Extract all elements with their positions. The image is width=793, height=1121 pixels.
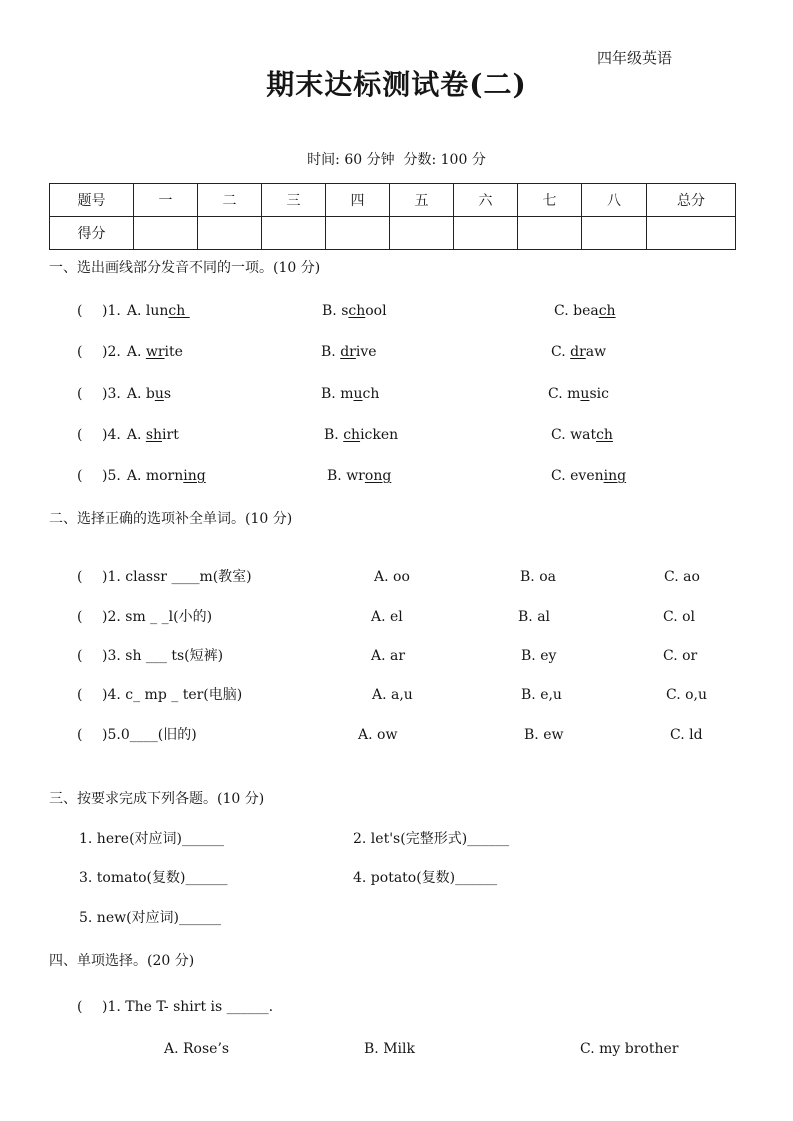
underlined-part: u <box>154 386 164 402</box>
s3-item-3: 3. tomato(复数)______ <box>79 870 228 886</box>
word-prefix: bea <box>573 303 599 319</box>
option-label: B. <box>327 468 347 484</box>
s3-item-4: 4. potato(复数)______ <box>353 870 498 886</box>
word-suffix: ool <box>365 303 387 319</box>
s1-q5-stem <box>102 467 206 485</box>
option-label: A. <box>126 344 146 360</box>
option-a: A. el <box>371 609 403 625</box>
option-c: C. ol <box>663 609 696 625</box>
option-c <box>554 302 616 320</box>
option-label: C. <box>554 303 574 319</box>
score-table-header-row <box>50 184 736 217</box>
s4-q1-stem: )1. The T- shirt is ______. <box>102 999 274 1015</box>
header-cell-part-6: 六 <box>454 184 518 217</box>
section-4-heading: 四、单项选择。(20 分) <box>49 953 195 969</box>
option-b <box>322 302 387 320</box>
header-cell-part-7: 七 <box>518 184 582 217</box>
answer-paren: ( <box>77 999 83 1015</box>
s2-q3-stem: )3. sh ___ ts(短裤) <box>102 648 224 664</box>
section-1-heading: 一、选出画线部分发音不同的一项。(10 分) <box>49 260 321 276</box>
s2-q5-stem: )5.0____(旧的) <box>102 727 197 743</box>
option-a <box>127 427 179 443</box>
word-prefix: even <box>570 468 604 484</box>
word-prefix: b <box>145 386 155 402</box>
score-cell <box>582 217 647 250</box>
option-a: A. a,u <box>372 687 413 703</box>
option-label: C. <box>551 344 571 360</box>
word-prefix: wat <box>570 427 597 443</box>
word-prefix: morn <box>145 468 184 484</box>
underlined-part: u <box>580 386 590 402</box>
question-number: )2. <box>102 344 121 360</box>
underlined-part: ch <box>596 427 613 443</box>
option-b: B. ew <box>524 727 564 743</box>
header-cell-question-number: 题号 <box>50 184 134 217</box>
section-3-heading: 三、按要求完成下列各题。(10 分) <box>49 791 265 807</box>
answer-paren: ( <box>77 427 83 443</box>
s1-q1-stem <box>102 302 190 320</box>
option-b: B. e,u <box>521 687 562 703</box>
underlined-part: ing <box>183 468 206 484</box>
option-label: C. <box>548 386 568 402</box>
word-suffix: ive <box>355 344 377 360</box>
s3-item-1: 1. here(对应词)______ <box>79 831 225 847</box>
underlined-part: ch <box>348 303 366 319</box>
option-a <box>127 344 183 360</box>
s3-item-5: 5. new(对应词)______ <box>79 910 222 926</box>
option-b <box>324 426 398 444</box>
exam-title: 期末达标测试卷(二) <box>266 68 527 101</box>
grade-label: 四年级英语 <box>597 49 673 67</box>
word-suffix: ite <box>164 344 183 360</box>
word-prefix: wr <box>346 468 365 484</box>
time-score-info: 时间: 60 分钟 分数: 100 分 <box>307 152 486 168</box>
underlined-part: wr <box>145 344 165 360</box>
header-cell-part-3: 三 <box>262 184 326 217</box>
word-prefix: m <box>567 386 581 402</box>
header-cell-total: 总分 <box>647 184 736 217</box>
header-cell-part-4: 四 <box>326 184 390 217</box>
underlined-part: sh <box>145 427 163 443</box>
s1-q4-stem <box>102 426 179 444</box>
option-c <box>551 426 613 444</box>
option-b: B. Milk <box>364 1041 415 1057</box>
question-number: )4. <box>102 427 121 443</box>
option-a <box>127 303 190 319</box>
option-a <box>127 468 206 484</box>
word-suffix: ch <box>362 386 380 402</box>
underlined-part: ong <box>364 468 392 484</box>
word-suffix: aw <box>585 344 607 360</box>
option-b <box>321 343 377 361</box>
score-cell <box>326 217 390 250</box>
header-cell-part-2: 二 <box>198 184 262 217</box>
word-suffix: icken <box>360 427 399 443</box>
answer-paren: ( <box>77 468 83 484</box>
s2-q2-stem: )2. sm _ _l(小的) <box>102 609 213 625</box>
option-b: B. oa <box>520 569 556 585</box>
option-b: B. al <box>518 609 551 625</box>
answer-paren: ( <box>77 303 83 319</box>
option-b <box>321 385 379 403</box>
answer-paren: ( <box>77 727 83 743</box>
answer-paren: ( <box>77 344 83 360</box>
option-a: A. Rose’s <box>164 1041 230 1057</box>
s1-q3-stem <box>102 385 171 403</box>
word-suffix: sic <box>589 386 609 402</box>
answer-paren: ( <box>77 569 83 585</box>
option-c <box>551 467 626 485</box>
score-cell <box>134 217 198 250</box>
s2-q1-stem: )1. classr ____m(教室) <box>102 569 252 585</box>
score-cell <box>518 217 582 250</box>
s3-item-2: 2. let's(完整形式)______ <box>353 831 510 847</box>
underlined-part: ch <box>343 427 361 443</box>
word-suffix: irt <box>162 427 179 443</box>
header-cell-part-5: 五 <box>390 184 454 217</box>
word-prefix: m <box>340 386 354 402</box>
option-a: A. ow <box>358 727 398 743</box>
score-cell <box>262 217 326 250</box>
answer-paren: ( <box>77 687 83 703</box>
option-label: C. <box>551 468 571 484</box>
option-c <box>551 343 606 361</box>
option-label: B. <box>321 386 341 402</box>
s1-q2-stem <box>102 343 183 361</box>
question-number: )1. <box>102 303 121 319</box>
question-number: )3. <box>102 386 121 402</box>
option-c <box>548 385 609 403</box>
option-label: B. <box>322 303 342 319</box>
option-c: C. o,u <box>666 687 708 703</box>
option-label: A. <box>126 468 146 484</box>
score-row-label: 得分 <box>50 217 134 250</box>
header-cell-part-8: 八 <box>582 184 647 217</box>
underlined-part: ing <box>603 468 627 484</box>
underlined-part: u <box>353 386 363 402</box>
option-label: B. <box>321 344 341 360</box>
answer-paren: ( <box>77 609 83 625</box>
underlined-part: dr <box>340 344 356 360</box>
score-table <box>49 183 736 250</box>
option-label: B. <box>324 427 344 443</box>
word-prefix: lun <box>145 303 169 319</box>
s2-q4-stem: )4. c_ mp _ ter(电脑) <box>102 687 243 703</box>
option-c: C. my brother <box>580 1041 679 1057</box>
section-2-heading: 二、选择正确的选项补全单词。(10 分) <box>49 511 293 527</box>
header-cell-part-1: 一 <box>134 184 198 217</box>
option-a: A. ar <box>371 648 406 664</box>
option-label: C. <box>551 427 571 443</box>
option-c: C. or <box>663 648 698 664</box>
underlined-part: ch <box>168 303 190 319</box>
word-prefix: s <box>341 303 349 319</box>
underlined-part: dr <box>570 344 586 360</box>
answer-paren: ( <box>77 386 83 402</box>
option-c: C. ao <box>664 569 700 585</box>
option-b <box>327 467 391 485</box>
word-suffix: s <box>163 386 172 402</box>
score-table-score-row <box>50 217 736 250</box>
option-c: C. ld <box>670 727 703 743</box>
score-cell <box>454 217 518 250</box>
score-cell <box>390 217 454 250</box>
option-label: A. <box>126 303 146 319</box>
option-a: A. oo <box>374 569 410 585</box>
score-cell <box>198 217 262 250</box>
answer-paren: ( <box>77 648 83 664</box>
score-cell-total <box>647 217 736 250</box>
option-label: A. <box>126 427 146 443</box>
option-b: B. ey <box>521 648 557 664</box>
question-number: )5. <box>102 468 121 484</box>
option-label: A. <box>126 386 146 402</box>
underlined-part: ch <box>598 303 616 319</box>
option-a <box>127 386 171 402</box>
